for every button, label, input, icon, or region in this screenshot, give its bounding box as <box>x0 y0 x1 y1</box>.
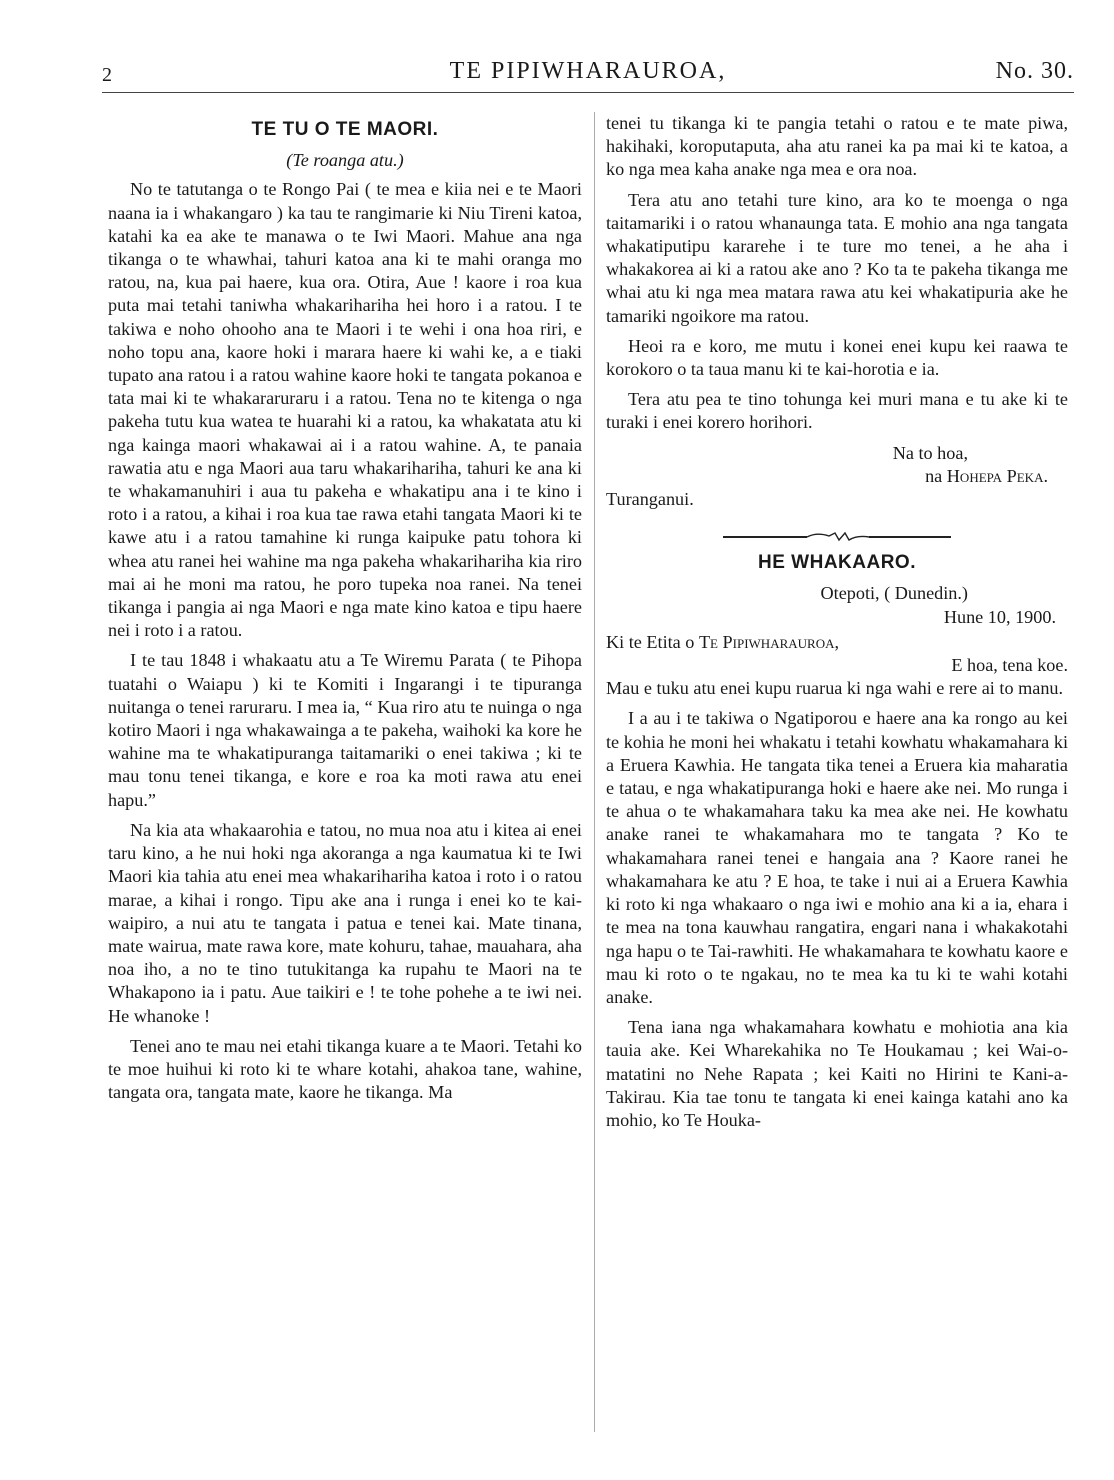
right-bottom-paragraph-1: Mau e tuku atu enei kupu ruarua ki nga wahi e rere ai to manu. <box>606 678 1064 699</box>
signoff: Na to hoa, <box>892 442 968 463</box>
left-paragraph-1: No te tatutanga o te Rongo Pai ( te mea e kiia nei e te Maori naana ia i whakangaro ) ka tau te rangimarie ki Niu Tireni katoa, katahi ka ea ake te manawa o te Iwi Maori. Mahue ana nga tikanga o te whawhai, tahuri katoa ana ki te mahi oranga mo ratou, na, kua pai haere, kua ora. Otira, Aue ! kaore i roa kua puta mai tetahi taniwha whakarihariha hei horo i a ratou. I te takiwa e noho ohooho ana te Maori i te wehi i ona hoa riri, e noho topu ana, kaore hoki i marara haere ki wahi ke, a e tiaki tupato ana ratou i a ratou wahine kaore hoki te tangata pokanoa e tata mai ki te whakararuraru i a ratou. Tena no te kitenga o nga pakeha tutu kua watea te huarahi ki a ratou, ka whakatata atu ki nga kainga maori whakawai ai i a ratou wahine. A, te panaia rawatia atu e nga Maori aua taru whakarihariha, tahuri ke ana ki te whakamanuhiri i aua tu pakeha e whakatipu ana i te kino i roto i a ratou, a kihai i roa kua tae rawa etahi tangata Maori ki te kawe atu i a ratou tamahine ki runga kaipuke patu tohora ki whea atu ranei hei wahine ma nga pakeha whakarihariha kia riro mai ai he moni ma ratou, he poro tupeka noa ranei. Na tenei tikanga i pangia ai nga Maori e nga mate kino katoa e tipu haere nei i roto i a ratou. <box>108 179 582 641</box>
newspaper-title: TE PIPIWHARAUROA, <box>449 58 727 84</box>
right-column <box>606 112 1068 1139</box>
issue-number: No. 30. <box>995 58 1074 84</box>
salutation-prefix: Ki te Etita o <box>606 631 695 652</box>
left-column <box>108 112 582 1111</box>
address-line-1: Otepoti, ( Dunedin.) <box>820 583 968 604</box>
right-paragraph-2: Tera atu ano tetahi ture kino, ara ko te moenga o nga taitamariki i o ratou whanaunga tata. E mohio ana nga tangata whakatiputipu kararehe i te ture mo tenei, a he aha i whakakorea ai ki a ratou ake ano ? Ko ta te pakeha tikanga me whai atu ki nga mea matara rawa atu kei whakatipuria ake he tamariki ngoikore ma ratou. <box>606 189 1068 326</box>
page-number: 2 <box>102 64 112 86</box>
article-subheading: (Te roanga atu.) <box>286 150 404 171</box>
salutation-paper: Te Pipiwharauroa, <box>698 631 840 652</box>
right-bottom-paragraph-3: Tena iana nga whakamahara kowhatu e mohiotia ana kia tauia ake. Kei Wharekahika no Te Houkamau ; kei Wai-o-matatini no Nehe Rapata ; kei Kaiti no Hirini te Kani-a-Takirau. Kia tae tonu te tangata ki enei kainga katahi ano ka mohio, ko Te Houka- <box>606 1017 1068 1130</box>
ornament-divider-icon <box>606 527 1068 543</box>
place-name: Turanganui. <box>606 489 694 510</box>
running-header <box>102 58 1074 90</box>
signature-name: Hohepa Peka. <box>946 465 1048 486</box>
right-bottom-paragraph-2: I a au i te takiwa o Ngatiporou e haere ana ka rongo au kei te kohia he moni hei whakatu i tetahi kowhatu whakamahara ki a Eruera Kawhia. He tangata tika tenei a Eruera kia maharatia e tatau, e nga whakatipuranga hoki e haere ake nei. Mo runga i te ahua o te whakamahara taku ka mea ake nei. He kowhatu anake ranei te whakamahara mo te tangata ? Ko te whakamahara ranei tenei e hangaia ana ? Kaore ranei he whakamahara ke atu ? E hoa, te take i nui ai a Eruera Kawhia ki roto ki nga whakaaro o nga iwi e mohio ana ki a ia, ehara i te mea na tona kauwhau rangatira, engari nana i whakakotahi nga hapu o te Tai-rawhiti. He whakamahara te kowhatu kaore e mau ki roto o te ngakau, no te mea ka tu ki te wahi kotahi anake. <box>606 708 1068 1007</box>
left-paragraph-2: I te tau 1848 i whakaatu atu a Te Wiremu Parata ( te Pihopa tuatahi o Waiapu ) ki te Komiti i Ingarangi i te tipuranga nuitanga o tenei raruraru. I mea ia, “ Kua riro atu te nuinga o nga kotiro Maori i nga whakawainga a te pakeha, waihoki ka kore he wahine ma te whakatipuranga taitamariki o enei takiwa ; ki te mau tonu tenei tikanga, e kore e roa ka moti rawa atu enei hapu.” <box>108 650 582 810</box>
column-divider <box>594 112 595 1432</box>
signature <box>606 465 1068 488</box>
right-paragraph-3: Heoi ra e koro, me mutu i konei enei kupu kei raawa te korokoro o ta taua manu ki te kai-horotia e ia. <box>606 335 1068 380</box>
left-paragraph-4: Tenei ano te mau nei etahi tikanga kuare a te Maori. Tetahi ko te moe huihui ki roto ki te whare kotahi, ahakoa tane, wahine, tangata ora, tangata mate, kaore he tikanga. Ma <box>108 1035 582 1103</box>
article-heading-he-whakaaro: HE WHAKAARO. <box>758 552 916 574</box>
address-line-2: Hune 10, 1900. <box>943 606 1056 627</box>
header-rule <box>102 92 1074 93</box>
right-paragraph-4: Tera atu pea te tino tohunga kei muri mana e tu ake ki te turaki i enei korero horihori. <box>606 389 1068 433</box>
left-paragraph-3: Na kia ata whakaarohia e tatou, no mua noa atu i kitea ai enei taru kino, a he nui hoki nga akoranga a nga kaumatua ki te Iwi Maori kia tahia atu enei mea whakarihariha katoa i roto i o ratou marae, a kihai i rongo. Tipu ake ana i runga i enei ko te kai-waipiro, a nui atu te tangata i patua e tenei kai. Mate tinana, mate wairua, mate rawa kore, mate kohuru, tahae, mauahara, aha noa iho, a no te tino tutukitanga ka rupahu te Maori na te Whakapono ia i patu. Aue taikiri e ! te tohe pohehe a te iwi nei. He whanoke ! <box>108 819 582 1026</box>
greeting: E hoa, tena koe. <box>951 655 1068 676</box>
salutation <box>606 631 1068 654</box>
article-heading-te-tu-o-te-maori: TE TU O TE MAORI. <box>251 119 439 140</box>
signature-prefix: na <box>925 465 943 486</box>
right-paragraph-1: tenei tu tikanga ki te pangia tetahi o ratou e te mate piwa, hakihaki, koroputaputa, aha atu ranei ka pa mai ki te katoa, a ko nga mea kaha anake nga mea e ora noa. <box>606 113 1068 180</box>
